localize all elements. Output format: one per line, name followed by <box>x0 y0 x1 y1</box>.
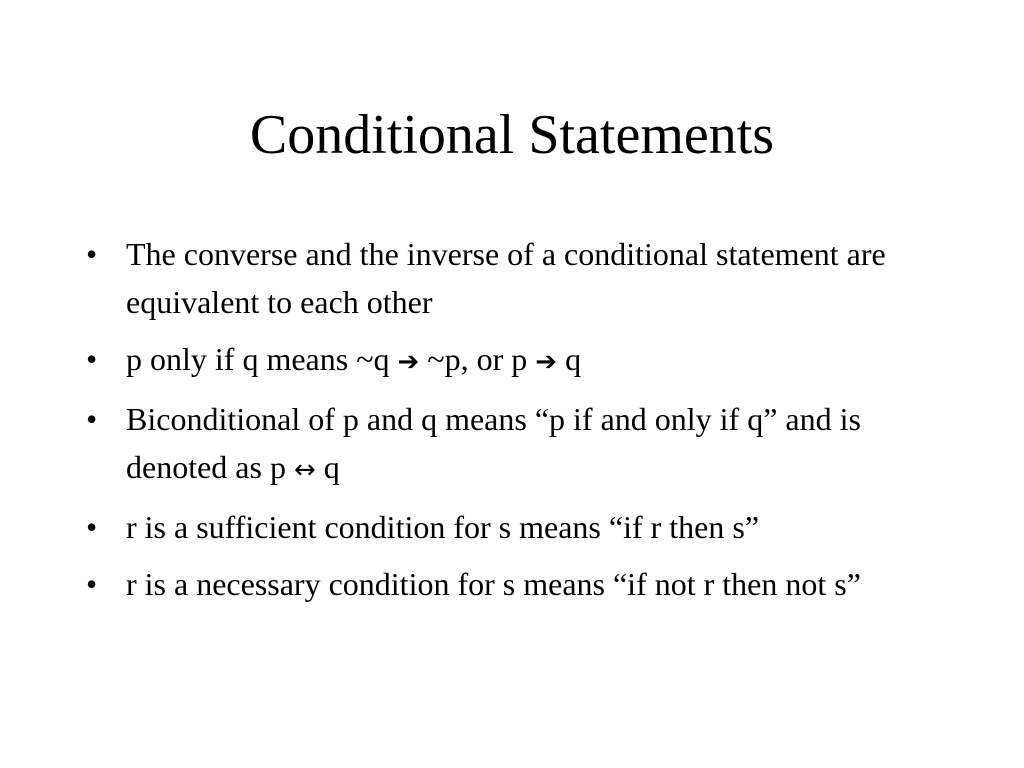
bullet-text: r is a sufficient condition for s means “if r then s” <box>126 509 760 545</box>
bullet-item-sufficient <box>82 503 962 551</box>
bullet-list <box>82 230 962 617</box>
bullet-text-part: q <box>315 449 340 485</box>
right-arrow-icon: ➔ <box>397 347 420 377</box>
bullet-text-part: Biconditional of p and q means “p if and only if q” and is denoted as p <box>126 401 861 485</box>
bullet-item-necessary <box>82 560 962 608</box>
bullet-text-part: ~p, or p <box>419 341 536 377</box>
bullet-text: r is a necessary condition for s means “if not r then not s” <box>126 566 861 602</box>
bullet-text: The converse and the inverse of a conditional statement are equivalent to each other <box>126 236 886 320</box>
bullet-item-only-if <box>82 335 962 386</box>
slide-title: Conditional Statements <box>249 104 775 166</box>
bullet-text-part: q <box>557 341 582 377</box>
right-arrow-icon: ➔ <box>535 347 558 377</box>
bullet-text-part: p only if q means ~q <box>126 341 398 377</box>
bullet-marker: • <box>86 566 98 602</box>
bullet-item-converse-inverse <box>82 230 962 326</box>
bullet-item-biconditional <box>82 395 962 494</box>
double-arrow-icon: ↔ <box>293 455 316 485</box>
bullet-marker: • <box>86 401 98 437</box>
bullet-marker: • <box>86 509 98 545</box>
bullet-marker: • <box>86 236 98 272</box>
bullet-marker: • <box>86 341 98 377</box>
